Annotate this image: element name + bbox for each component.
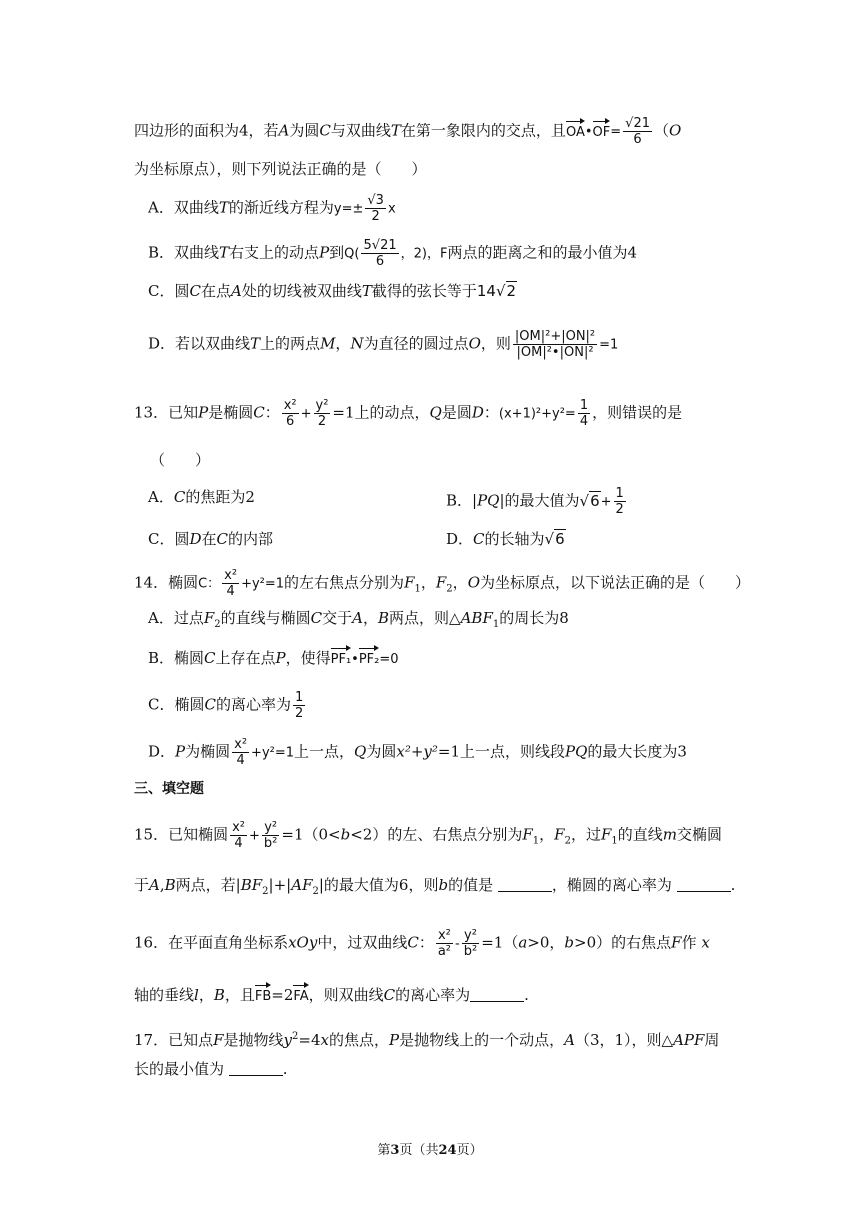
text: A．双曲线 <box>148 198 219 217</box>
var: APF <box>673 1031 705 1049</box>
text: ： <box>483 403 499 422</box>
var: Q <box>354 742 367 761</box>
frac-num: 1 <box>579 398 589 413</box>
frac-num: y² <box>464 928 477 943</box>
var: b <box>564 933 575 952</box>
text: 的内部 <box>228 530 274 548</box>
text: 作 <box>681 933 697 952</box>
frac-den: 2 <box>371 209 380 224</box>
frac-num: 1 <box>615 486 624 501</box>
text: 两点，则△ <box>389 609 461 627</box>
sub: 2 <box>312 886 319 897</box>
text: 两点的距离之和的最小值为4 <box>447 243 637 262</box>
text: C．椭圆 <box>148 695 205 714</box>
var: PQ <box>565 742 588 761</box>
fraction <box>262 820 279 851</box>
q12-option-a <box>148 193 396 224</box>
text: 是椭圆 <box>208 403 254 422</box>
text: 第 <box>377 1143 391 1158</box>
text: 14．椭圆 <box>134 573 199 592</box>
text: 为直径的圆过点 <box>363 334 469 353</box>
fraction <box>578 398 590 429</box>
vector-of: OF <box>593 122 611 144</box>
var: C <box>319 121 331 140</box>
text: <2）的左、右焦点分别为 <box>350 825 523 844</box>
var: B <box>213 986 225 1004</box>
text: 于 <box>134 876 150 894</box>
fraction <box>232 737 249 768</box>
var: B <box>164 876 176 894</box>
text: （3，1），则△ <box>574 1031 674 1049</box>
var: x <box>320 1031 329 1049</box>
text: D． <box>446 530 474 548</box>
math: +y²=1 <box>251 745 295 761</box>
var: F <box>404 573 415 592</box>
text: ， <box>335 334 351 353</box>
text: =1上的动点， <box>332 403 430 422</box>
text: 15．已知椭圆 <box>134 825 229 844</box>
frac-den: |OM|²•|ON|² <box>516 345 594 360</box>
text: 的离心率为 <box>215 695 291 714</box>
var: P <box>319 243 330 262</box>
fraction: $\frac{5√21}{6}$ <box>363 238 397 269</box>
fraction <box>314 398 331 429</box>
text: 17．已知点 <box>134 1031 214 1049</box>
text: 在 <box>201 530 217 548</box>
sub: 2 <box>564 835 571 847</box>
vector-oa: OA <box>566 122 585 144</box>
text: A．过点 <box>148 609 204 627</box>
sub: 1 <box>611 835 618 847</box>
var: b <box>438 876 449 894</box>
text: 页） <box>456 1143 483 1158</box>
q15-line1 <box>134 820 722 853</box>
frac-den: 2 <box>615 502 624 517</box>
frac-num: 21 <box>633 116 650 131</box>
math: - <box>455 936 460 952</box>
answer-blank[interactable] <box>470 987 524 1002</box>
math: Q( <box>344 246 360 262</box>
text: （ <box>653 121 669 140</box>
radicand: 6 <box>590 491 600 510</box>
text: ： <box>264 403 280 422</box>
var: A <box>278 121 290 140</box>
text: 的长轴为 <box>484 530 545 548</box>
text: ， <box>198 986 214 1004</box>
text: 是抛物线 <box>223 1031 284 1049</box>
var: x <box>701 933 710 952</box>
var: A <box>230 282 242 300</box>
var: PQ <box>477 491 500 510</box>
math: + <box>300 406 312 422</box>
total-pages: 24 <box>438 1143 457 1158</box>
q14-option-a <box>148 607 569 636</box>
vector-fb: FB <box>255 986 271 1008</box>
text: 的左右焦点分别为 <box>284 573 405 592</box>
var: xOy <box>288 933 318 952</box>
var: A <box>352 609 363 627</box>
text: A． <box>148 488 174 506</box>
text: 为圆 <box>366 742 397 761</box>
coef: 5 <box>363 238 372 253</box>
sub: 2 <box>262 886 269 897</box>
var: Q <box>429 403 442 422</box>
text: 为圆 <box>289 121 320 140</box>
var: P <box>198 403 209 422</box>
var: a <box>518 933 528 952</box>
answer-blank[interactable] <box>498 877 552 892</box>
text: 周 <box>704 1031 720 1049</box>
text: ， <box>539 825 555 844</box>
var: y <box>283 1031 293 1049</box>
fraction <box>293 690 305 721</box>
text: 两点，若| <box>175 876 241 894</box>
frac-den: a² <box>437 944 452 959</box>
q13-stem <box>134 398 682 429</box>
var: m <box>662 825 678 844</box>
var: F <box>203 609 215 627</box>
text: B．椭圆 <box>148 649 205 667</box>
fraction <box>614 486 626 517</box>
var: C <box>216 530 229 548</box>
radicand: 6 <box>555 530 565 548</box>
text: ， <box>452 573 468 592</box>
frac-den: 4 <box>234 836 243 851</box>
text: >0， <box>527 933 565 952</box>
var: ABF <box>460 609 493 627</box>
var: T <box>250 334 261 353</box>
var: F <box>554 825 565 844</box>
answer-blank[interactable] <box>677 877 731 892</box>
sup: 2 <box>292 1031 299 1042</box>
q14-stem <box>134 568 750 601</box>
math: F <box>439 246 448 262</box>
text: 中，过双曲线 <box>317 933 408 952</box>
text: ，则错误的是 <box>592 403 683 422</box>
text: 的直线 <box>617 825 663 844</box>
sqrt: √2 <box>495 282 517 300</box>
var: C <box>407 933 419 952</box>
var: F <box>671 933 682 952</box>
text: B．| <box>446 491 478 510</box>
fraction: $\frac{√21}{6}$ <box>625 116 650 147</box>
var: x²+y² <box>396 742 438 761</box>
q13-option-a <box>148 486 255 508</box>
vector-fa: FA <box>293 986 308 1008</box>
var: BF <box>240 876 263 894</box>
q12-option-d <box>148 329 618 360</box>
var: C <box>383 986 396 1004</box>
text: 是抛物线上的一个动点， <box>399 1031 565 1049</box>
sub: 1 <box>492 619 500 630</box>
q14-option-d <box>148 737 687 768</box>
text: 的焦距为2 <box>185 488 255 506</box>
text: ，椭圆的离心率为 <box>551 876 672 894</box>
frac-den: 6 <box>375 254 385 269</box>
text: 的渐近线方程为 <box>228 198 334 217</box>
q17-line1 <box>134 1026 719 1051</box>
text: 的值是 <box>448 876 494 894</box>
section-heading: 三、填空题 <box>134 781 204 797</box>
var: N <box>350 334 364 353</box>
math: =0 <box>379 652 399 667</box>
q12-option-c <box>148 280 517 302</box>
text: . <box>730 876 736 894</box>
math: 14 <box>476 282 496 300</box>
fraction <box>436 928 453 959</box>
text: >0）的右焦点 <box>574 933 672 952</box>
var: C <box>473 530 485 548</box>
sub: 2 <box>214 619 221 630</box>
var: F <box>435 573 447 592</box>
fraction <box>222 568 239 599</box>
var: O <box>669 121 682 140</box>
radicand: 2 <box>506 282 517 300</box>
text: 处的切线被双曲线 <box>241 282 362 300</box>
var: A <box>149 876 160 894</box>
q16-line1 <box>134 928 710 959</box>
math: +y²=1 <box>241 576 285 592</box>
text: 在点 <box>200 282 231 300</box>
text: 上一点， <box>294 742 355 761</box>
var: C <box>189 282 201 300</box>
sub: 1 <box>532 835 540 847</box>
var: T <box>219 243 230 262</box>
text: 页（共 <box>399 1143 439 1158</box>
answer-blank[interactable] <box>229 1061 283 1076</box>
text: ，则 <box>480 334 511 353</box>
text: ，过 <box>570 825 601 844</box>
frac-num: y² <box>264 820 278 835</box>
text: 的直线与椭圆 <box>220 609 311 627</box>
q13-option-d <box>446 528 566 550</box>
text: =2 <box>271 986 294 1004</box>
text: =1（ <box>481 933 519 952</box>
dot: • <box>351 652 359 667</box>
math: (x+1)²+y²= <box>498 406 576 422</box>
var: F <box>213 1031 224 1049</box>
frac-den: 4 <box>226 584 235 599</box>
var: P <box>389 1031 400 1049</box>
frac-num: 3 <box>375 193 384 208</box>
text: 的离心率为 <box>395 986 471 1004</box>
fraction <box>282 398 299 429</box>
var: P <box>175 742 186 761</box>
q15-line2 <box>134 874 735 903</box>
text: 的焦点， <box>328 1031 389 1049</box>
q13-option-b <box>446 486 628 517</box>
text: 是圆 <box>441 403 472 422</box>
text: 的周长为8 <box>499 609 569 627</box>
var: F <box>522 825 533 844</box>
text: , <box>159 876 165 894</box>
text: ， <box>363 609 379 627</box>
text: D．若以双曲线 <box>148 334 251 353</box>
var: T <box>218 198 229 217</box>
text: 为坐标原点，以下说法正确的是（ ） <box>480 573 751 592</box>
var: C <box>204 649 216 667</box>
text: 右支上的动点 <box>229 243 320 262</box>
var: O <box>467 573 480 592</box>
var: D <box>189 530 202 548</box>
frac-num: x² <box>224 568 238 583</box>
text: 在第一象限内的交点，且 <box>400 121 566 140</box>
q12-line2: 为坐标原点），则下列说法正确的是（ ） <box>134 160 427 178</box>
text: ： <box>418 933 434 952</box>
text: |+| <box>268 876 292 894</box>
q14-option-c <box>148 690 307 721</box>
math: =1 <box>599 337 619 353</box>
q14-option-b <box>148 647 399 671</box>
text: =4 <box>298 1031 321 1049</box>
frac-den: 2 <box>294 706 304 721</box>
text: ， <box>420 573 436 592</box>
text: 到 <box>329 243 345 262</box>
frac-num: x² <box>283 398 297 413</box>
frac-num: |OM|²+|ON|² <box>514 329 596 344</box>
math: ，2)， <box>400 246 440 262</box>
sqrt: √6 <box>579 491 600 510</box>
text: =1（0< <box>281 825 341 844</box>
text: |的最大值为 <box>499 491 580 510</box>
text: 13．已知 <box>134 403 199 422</box>
text: 长的最小值为 <box>134 1060 225 1078</box>
frac-den: b² <box>263 836 278 851</box>
frac-den: b² <box>463 944 478 959</box>
page-number: 3 <box>390 1143 400 1158</box>
var: C <box>253 403 265 422</box>
frac-den: 6 <box>633 132 642 147</box>
q12-option-b <box>148 238 637 269</box>
fraction: $\frac{√3}{2}$ <box>367 193 384 224</box>
text: ，则双曲线 <box>308 986 384 1004</box>
sqrt: √6 <box>544 530 565 548</box>
text: 上的两点 <box>260 334 321 353</box>
text: D． <box>148 742 176 761</box>
sub: 1 <box>414 583 421 595</box>
var: b <box>340 825 351 844</box>
text: 交于 <box>322 609 353 627</box>
page-footer <box>0 1139 860 1158</box>
text: . <box>524 986 529 1004</box>
text: 为椭圆 <box>185 742 231 761</box>
var: P <box>275 649 286 667</box>
text: . <box>282 1060 288 1078</box>
math: + <box>249 828 260 844</box>
text: |的最大值为6，则 <box>318 876 439 894</box>
q16-line2 <box>134 984 529 1008</box>
text: 与双曲线 <box>330 121 391 140</box>
var: C <box>173 488 186 506</box>
var: AF <box>291 876 313 894</box>
text: ，使得 <box>285 649 331 667</box>
math: y=± <box>333 201 364 217</box>
var: O <box>468 334 481 353</box>
var: A <box>564 1031 575 1049</box>
math: + <box>600 494 612 510</box>
text: 交椭圆 <box>677 825 723 844</box>
frac-num: 1 <box>294 690 304 705</box>
var: T <box>361 282 372 300</box>
var: C <box>204 695 216 714</box>
text: ，且 <box>224 986 255 1004</box>
var: C <box>310 609 323 627</box>
fraction <box>230 820 247 851</box>
dot: • <box>584 124 593 140</box>
text: 的最大长度为3 <box>587 742 687 761</box>
frac-num: 21 <box>380 238 397 253</box>
text: B．双曲线 <box>148 243 220 262</box>
vector-pf1: PF₁ <box>331 649 352 671</box>
math: C： <box>198 576 221 592</box>
eq: = <box>610 124 622 140</box>
fraction <box>513 329 597 360</box>
text: =1上一点，则线段 <box>437 742 566 761</box>
var: F <box>600 825 612 844</box>
frac-den: 6 <box>286 414 295 429</box>
var: l <box>194 986 199 1004</box>
text: 16．在平面直角坐标系 <box>134 933 289 952</box>
math: x <box>387 201 396 217</box>
text: 上存在点 <box>215 649 276 667</box>
frac-num: x² <box>437 928 451 943</box>
vector-pf2: PF₂ <box>359 649 380 671</box>
text: 轴的垂线 <box>134 986 195 1004</box>
q17-line2 <box>134 1058 288 1080</box>
frac-num: x² <box>234 737 248 752</box>
frac-den: 4 <box>579 414 589 429</box>
q12-line1 <box>134 116 681 147</box>
fraction <box>462 928 479 959</box>
q13-option-c <box>148 528 273 550</box>
q13-paren: （ ） <box>150 451 211 469</box>
sub: 2 <box>446 583 453 595</box>
var: D <box>471 403 484 422</box>
frac-den: 4 <box>236 753 245 768</box>
var: M <box>320 334 336 353</box>
frac-num: y² <box>315 398 329 413</box>
var: B <box>378 609 390 627</box>
frac-den: 2 <box>317 414 327 429</box>
text: C．圆 <box>148 282 190 300</box>
text: C．圆 <box>148 530 190 548</box>
frac-num: x² <box>232 820 245 835</box>
text: 四边形的面积为4，若 <box>134 121 279 140</box>
var: T <box>390 121 401 140</box>
text: 截得的弦长等于 <box>371 282 477 300</box>
